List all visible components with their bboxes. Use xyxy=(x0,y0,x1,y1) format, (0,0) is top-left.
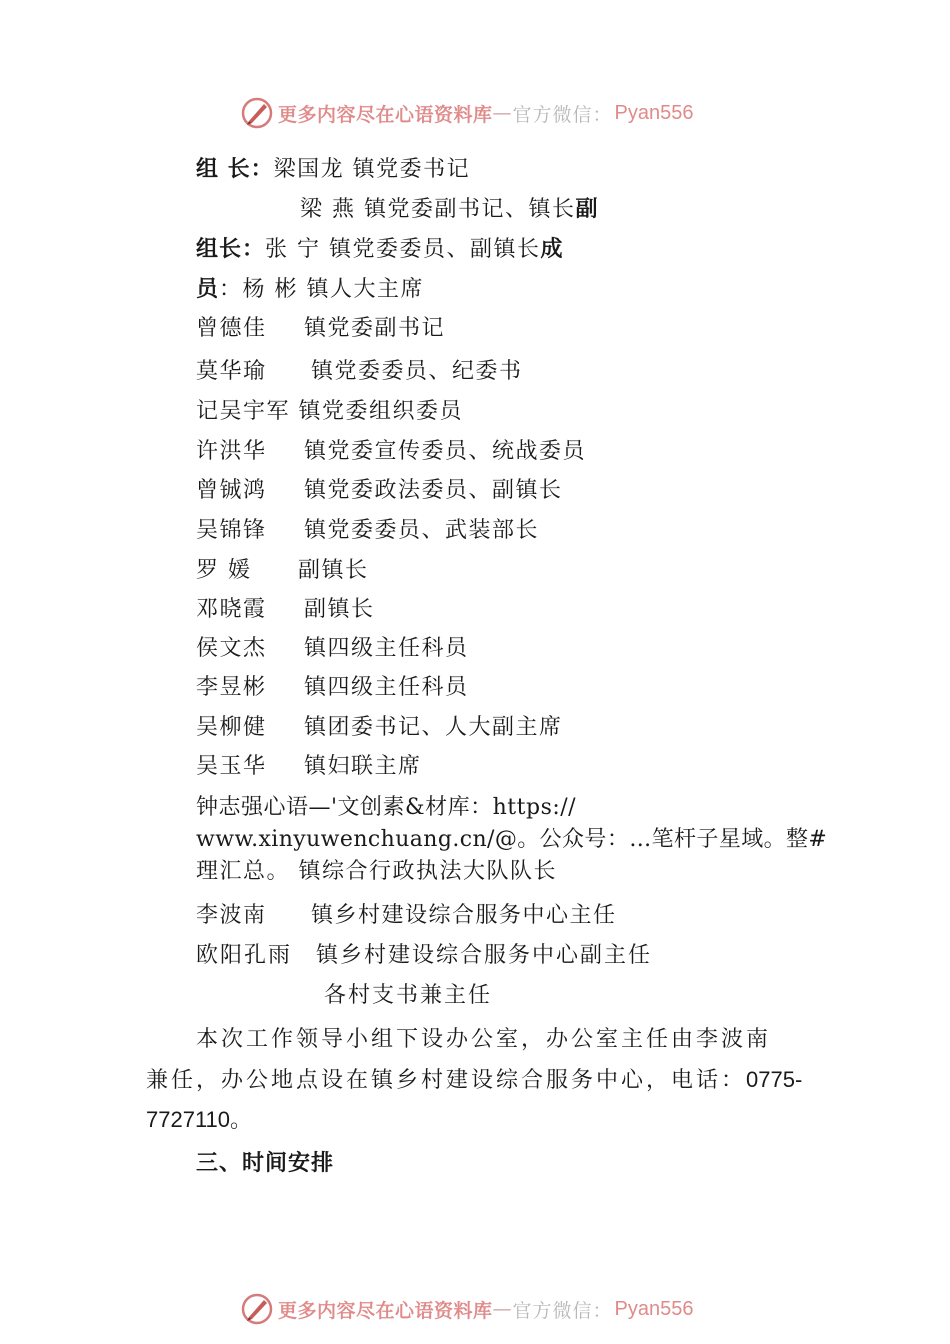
member-name: 欧阳孔雨 xyxy=(196,943,293,968)
header-watermark xyxy=(240,96,694,130)
list-item xyxy=(196,516,539,546)
label-leader: 组 长： xyxy=(196,156,274,182)
pen-logo-icon xyxy=(240,96,274,130)
section-title-text: 三、时间安排 xyxy=(196,1151,335,1176)
phone-number-part-2: 7727110 xyxy=(146,1107,231,1132)
member-line-text: 理汇总。 镇综合行政执法大队队长 xyxy=(196,859,557,884)
member-name: 许洪华 xyxy=(196,439,267,464)
watermark-wechat-label: 官方微信： xyxy=(512,1299,613,1322)
member-name: 吴玉华 xyxy=(196,754,267,779)
list-item xyxy=(196,437,586,467)
line-member xyxy=(196,274,424,305)
deputy-text: 张 宁 镇党委委员、副镇长 xyxy=(265,237,541,262)
member-line-text: 记吴宇军 镇党委组织委员 xyxy=(196,399,463,424)
watermark-wechat-label: 官方微信： xyxy=(512,103,613,126)
member-role: 镇党委政法委员、副镇长 xyxy=(304,478,563,503)
member-name: 莫华瑜 xyxy=(196,359,267,384)
member-name: 曾德佳 xyxy=(196,316,267,341)
label-member: 员 xyxy=(196,276,220,302)
member-name: 李波南 xyxy=(196,903,267,928)
watermark-dash: — xyxy=(492,1298,513,1320)
member-name: 邓晓霞 xyxy=(196,597,267,622)
member-name: 曾铖鸿 xyxy=(196,478,267,503)
member-role: 镇乡村建设综合服务中心副主任 xyxy=(316,943,653,968)
list-item xyxy=(196,397,463,427)
paragraph-line-1 xyxy=(196,1025,771,1055)
paragraph-line-2 xyxy=(146,1065,802,1096)
line-leader-2 xyxy=(300,194,599,225)
pen-logo-icon xyxy=(240,1292,274,1326)
member-name: 侯文杰 xyxy=(196,636,267,661)
member-role: 镇四级主任科员 xyxy=(304,675,469,700)
paragraph-text: 兼任，办公地点设在镇乡村建设综合服务中心，电话： xyxy=(146,1068,747,1093)
member-role: 镇党委委员、纪委书 xyxy=(311,359,523,384)
watermark-wechat-id: Pyan556 xyxy=(614,101,694,124)
list-item xyxy=(196,941,652,971)
member-role: 镇团委书记、人大副主席 xyxy=(304,715,563,740)
list-item xyxy=(196,752,422,782)
section-title xyxy=(196,1149,334,1179)
embedded-text: 钟志强心语—'文创素&材库：https:// xyxy=(196,795,577,820)
member-text: ：杨 彬 镇人大主席 xyxy=(219,277,425,302)
member-role: 镇党委宣传委员、统战委员 xyxy=(304,439,587,464)
member-name: 罗 媛 xyxy=(196,558,252,583)
paragraph-end: 。 xyxy=(230,1108,254,1133)
list-item xyxy=(196,673,469,703)
line-leader xyxy=(196,154,470,185)
member-role: 副镇长 xyxy=(304,597,375,622)
list-item xyxy=(196,634,469,664)
leader-text: 梁国龙 镇党委书记 xyxy=(273,157,471,182)
leader-2-text: 梁 燕 镇党委副书记、镇长 xyxy=(300,197,576,222)
deputy-tail: 成 xyxy=(540,236,564,262)
member-name: 吴柳健 xyxy=(196,715,267,740)
embedded-watermark-line-2 xyxy=(196,825,827,855)
member-role: 镇四级主任科员 xyxy=(304,636,469,661)
member-role: 镇乡村建设综合服务中心主任 xyxy=(311,903,617,928)
list-item xyxy=(196,314,445,344)
list-item xyxy=(196,901,617,931)
embedded-watermark-line-1 xyxy=(196,793,576,823)
paragraph-text: 本次工作领导小组下设办公室，办公室主任由李波南 xyxy=(196,1027,772,1052)
member-name: 吴锦锋 xyxy=(196,518,267,543)
list-item xyxy=(196,556,369,586)
watermark-wechat-id: Pyan556 xyxy=(614,1297,694,1320)
footer-watermark xyxy=(240,1292,694,1326)
list-item xyxy=(196,595,375,625)
member-role: 镇党委委员、武装部长 xyxy=(304,518,540,543)
paragraph-line-3 xyxy=(146,1105,254,1136)
list-item xyxy=(324,981,492,1011)
member-role: 镇党委副书记 xyxy=(304,316,446,341)
line-deputy xyxy=(196,234,564,265)
member-role: 镇妇联主席 xyxy=(304,754,422,779)
watermark-brand: 更多内容尽在心语资料库 xyxy=(278,1299,493,1322)
watermark-dash: — xyxy=(492,102,513,124)
member-line-text: 各村支书兼主任 xyxy=(324,983,493,1008)
list-item xyxy=(196,713,563,743)
list-item xyxy=(196,857,557,887)
member-role: 副镇长 xyxy=(298,558,369,583)
list-item xyxy=(196,476,563,506)
leader-2-tail: 副 xyxy=(575,196,599,222)
watermark-brand: 更多内容尽在心语资料库 xyxy=(278,103,493,126)
member-name: 李昱彬 xyxy=(196,675,267,700)
list-item xyxy=(196,357,523,387)
phone-number-part-1: 0775- xyxy=(746,1067,803,1092)
embedded-text: www.xinyuwenchuang.cn/@。公众号：…笔杆子星域。整# xyxy=(196,827,828,852)
label-deputy: 组长： xyxy=(196,236,266,262)
